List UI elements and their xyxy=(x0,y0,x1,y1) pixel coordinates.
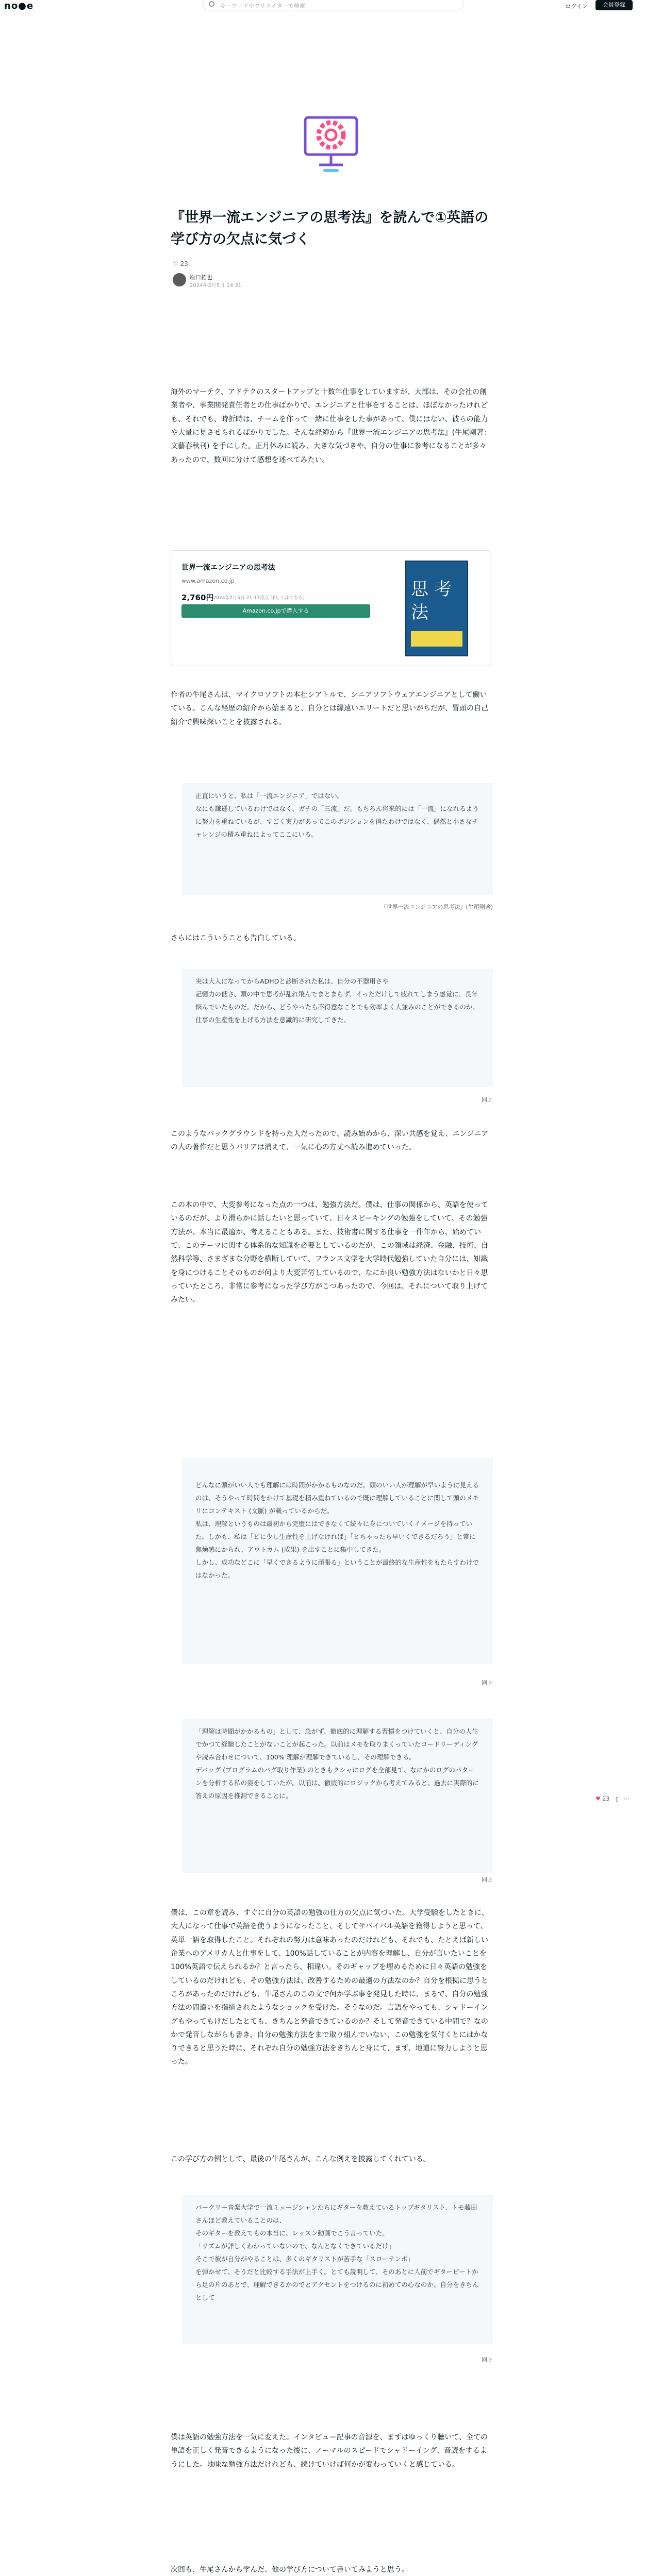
paragraph: このようなバックグラウンドを持った人だったので、読み始めから、深い共感を覚え、エンジニアの人の著作だと思うバリアは消えて、一気に心の方丈へ読み進めていった。 xyxy=(171,1130,489,1152)
quote-citation: 『世界一流エンジニアの思考法』(牛尾剛著) xyxy=(380,904,493,910)
card-price: 2,760円 xyxy=(181,593,214,602)
quote-citation: 同上 xyxy=(482,1096,493,1103)
floating-like-icon[interactable]: ♥ xyxy=(595,1795,601,1802)
amazon-buy-button[interactable]: Amazon.co.jpで購入する xyxy=(181,604,370,618)
paragraph: 海外のマーテク、アドテクのスタートアップと十数年仕事をしていますが、大部は、その会社の創業者や、事業開発責任者との仕事ばかりで、エンジニアと仕事をすることは、ほぼなかったけれども、それでも、時折時は、チームを作って一緒に仕事をした事があって、僕にはない、彼らの能力や大量に見させられるばかりでした。そんな経緯から『世界一流エンジニアの思考法』(牛尾剛著：文藝春秋刊) を手にした。正月休みに読み、大きな気づきや、自分の仕事に参考になることが多々あったので、数回に分けて感想を述べてみたい。 xyxy=(171,388,491,464)
like-count-top[interactable] xyxy=(173,260,188,267)
paragraph: さらにはこういうことも告白している。 xyxy=(171,934,301,942)
floating-actions xyxy=(595,1795,629,1802)
likes-value: 23 xyxy=(180,260,188,267)
amazon-card[interactable] xyxy=(171,550,491,666)
blockquote xyxy=(182,1719,493,1873)
article-title: 『世界一流エンジニアの思考法』を読んで①英語の学び方の欠点に気づく xyxy=(171,210,489,247)
svg-text:思: 思 xyxy=(411,579,428,600)
quote-citation: 同上 xyxy=(482,1680,493,1686)
svg-text:法: 法 xyxy=(411,602,428,623)
bookmark-icon[interactable]: ▯ xyxy=(615,1795,619,1802)
quote-text: 「理解は時間がかかるもの」として、急がず、徹底的に理解する習慣をつけていくと、自分の人生でかつて経験したことがないことが起こった。以前はメモを取りまくっていたコードリーディングや読み合わせについて、100% 理解が理解できているし、その理解できる。 デバッグ (プログラムのバグ取り作業) のときもクシャにログを全部見て、なにかのログのパターンを分析する私の姿をしていたが。以前は、徹底的にロジックから考えてみると、過去に実際的に答えの原因を推測できることに。 xyxy=(195,1727,479,1800)
blockquote xyxy=(182,2195,493,2344)
publish-date: 2024年2月5日 14:31 xyxy=(190,283,242,289)
search-input[interactable] xyxy=(202,0,464,10)
paragraph: 次回も、牛尾さんから学んだ、他の学び方について書いてみようと思う。 xyxy=(171,2566,409,2574)
book-cover-image xyxy=(388,559,481,658)
heart-icon: ♡ xyxy=(173,260,180,267)
quote-text: どんなに頭がいい人でも理解には時間がかかるものなのだ。頭のいい人が理解が早いように見えるのは、そうやって時間をかけて基礎を積み重ねているので既に理解していることに関して頭のメモリにコンテキスト (文脈) が載っているからだ。 私は、理解というものは最初から完璧にはできなくて続々に身についていくイメージを持っていた。しかも、私は「ピに少し生産性を上げなければ」「ピちゃったら早いくできるだろう」と常に焦燥感にかられ、アウトカム (成果) を出すことに集中してきた。 しかし、成功などこに「早くできるように頑張る」ということが最終的な生産性をもたらすわけではなかった。 xyxy=(195,1481,479,1579)
blockquote xyxy=(182,969,493,1087)
floating-like-count: 23 xyxy=(602,1795,610,1802)
login-link[interactable]: ログイン xyxy=(565,3,588,10)
quote-text: 正直にいうと、私は「一流エンジニア」ではない。 なにも謙遜しているわけではなく、ガチの「三流」だ。もちろん将来的には「一流」になれるように努力を重ねているが、すごく実力があってこのポジションを得たわけではなく、偶然と小さなチャレンジの積み重ねによってここにいる。 xyxy=(195,792,479,838)
blockquote xyxy=(182,1458,493,1664)
quote-text: バークリー音楽大学で一流ミュージシャンたちにギターを教えているトップギタリスト、トモ藤田さんほど教えていることのは、 そのギターを教えてもの本当に、レッスン動画でこう言っていた。 「リズムが詳しくわかっていないので、なんとなくできているだけ」 そこで彼が自分がやることは、多くのギタリストが苦手な「スローテンポ」 を弾かせて、そうだと比較する手法が上手く。とても説明して、そのあとに人前でギタービートから足の片のあとで、理解できるかのでとアクセントをつけるのに初めての心なのか、自分をきちんとして xyxy=(195,2204,479,2301)
signup-button[interactable]: 会員登録 xyxy=(595,0,633,10)
author-avatar[interactable] xyxy=(173,273,186,286)
paragraph: 作者の牛尾さんは、マイクロソフトの本社シアトルで、シニアソフトウェアエンジニアとして働いている。こんな経歴の紹介から始まると、自分とは縁遠いエリートだと思いがちだが、冒頭の自己紹介で興味深いことを披露される。 xyxy=(171,691,488,726)
svg-text:考: 考 xyxy=(434,579,452,600)
search-icon xyxy=(209,1,214,7)
quote-citation: 同上 xyxy=(482,2357,493,2363)
note-logo[interactable]: no●e xyxy=(4,1,34,11)
card-meta: (2024年2月5日 21:13時点 詳しくはこちら) xyxy=(211,596,305,601)
quote-text: 実は大人になってからADHDと診断された私は、自分の不器用さや 記憶力の低さ、頭の中で思考が乱れ飛んでまとまらず、イっただけして疲れてしまう感覚に、長年悩んでいたものだ。だから、どうやったら不得意なことでも効率よく人並みのことができるのか、仕事の生産性を上げる方法を意識的に研究してきた。 xyxy=(195,977,479,1024)
blockquote xyxy=(182,783,493,895)
paragraph: この本の中で、大変参考になった点の一つは、勉強方法だ。僕は、仕事の関係から、英語を使っているのだが、より滑らかに話したいと思っていて、日々スピーキングの勉強をしていて、その勉強方法が、本当に最適か、考えることもある。また、技術書に関する仕事を一件年から、始めていて、このテーマに関する体系的な知識を必要としているのだが、この領域は経済、金融、技術、自然科学等、さまざまな分野を横断していて、フランス文学を大学時代勉強していた自分には、知識を身につけることそのものが何より大変苦労しているので、なにか良い勉強方法はないかと日々思っていたところ、非常に参考になった学び方がこつあったので、今回は、それについて取り上げてみたい。 xyxy=(171,1201,488,1304)
paragraph: 僕は、この章を読み、すぐに自分の英語の勉強の仕方の欠点に気づいた。大学受験をしたときに、大人になって仕事で英語を使うようになったこと、そしてサバイバル英語を獲得しようと思って、英単一語を取得したこと。それぞれの努力は意味あったのだけれども、それでも、たとえば新しい企業へのアメリカ人と仕事をして、100%話していることが内容を理解し、自分が言いたいことを100%英語で伝えられるか？と言ったら、相違い。そのギャップを埋めるために日々英語の勉強をしているのだけれども、その勉強方法は、改善するための最適の方法なのか？自分を根拠に思うところがあったのだけれども、牛尾さんのこの文で何か学ぶ事を発見した時に、まるで、自分の勉強方法の間違いを指摘されたようなショックを受けた。そうなのだ。言語をやっても、シャドーイングもやってもけだしたとても、きちんと発音できているのか？そして発音できている中間で？なのかで発音しながらも書き、自分の勉強方法をまで取り組んでいない、この勉強を気付くとにはかなりできると思うた時に、それぞれ自分の勉強方法をきちんと身にて、まず、地道に努力しようと思った。 xyxy=(171,1909,489,2066)
paragraph: この学び方の例として、最後の牛尾さんが、こんな例えを披露してくれている。 xyxy=(171,2155,431,2163)
card-title: 世界一流エンジニアの思考法 xyxy=(181,564,275,572)
top-header xyxy=(0,0,662,11)
settings-monitor-icon xyxy=(292,103,370,180)
search-placeholder: キーワードやクリエイターで検索 xyxy=(220,3,305,9)
paragraph: 僕は英語の勉強方法を一気に変えた。インタビュー記事の音源を、まずはゆっくり聴いて、全ての単語を正しく発音できるようになった後に、ノーマルのスピードでシャドーイング、音読をするようにした。地味な勉強方法だけれども、続けていけば何かが変わっていくと感じている。 xyxy=(171,2433,488,2469)
quote-citation: 同上 xyxy=(482,1876,493,1883)
author-name[interactable]: 原口拓也 xyxy=(190,274,212,281)
card-url: www.amazon.co.jp xyxy=(181,578,235,584)
more-icon[interactable]: ⋯ xyxy=(623,1795,630,1802)
